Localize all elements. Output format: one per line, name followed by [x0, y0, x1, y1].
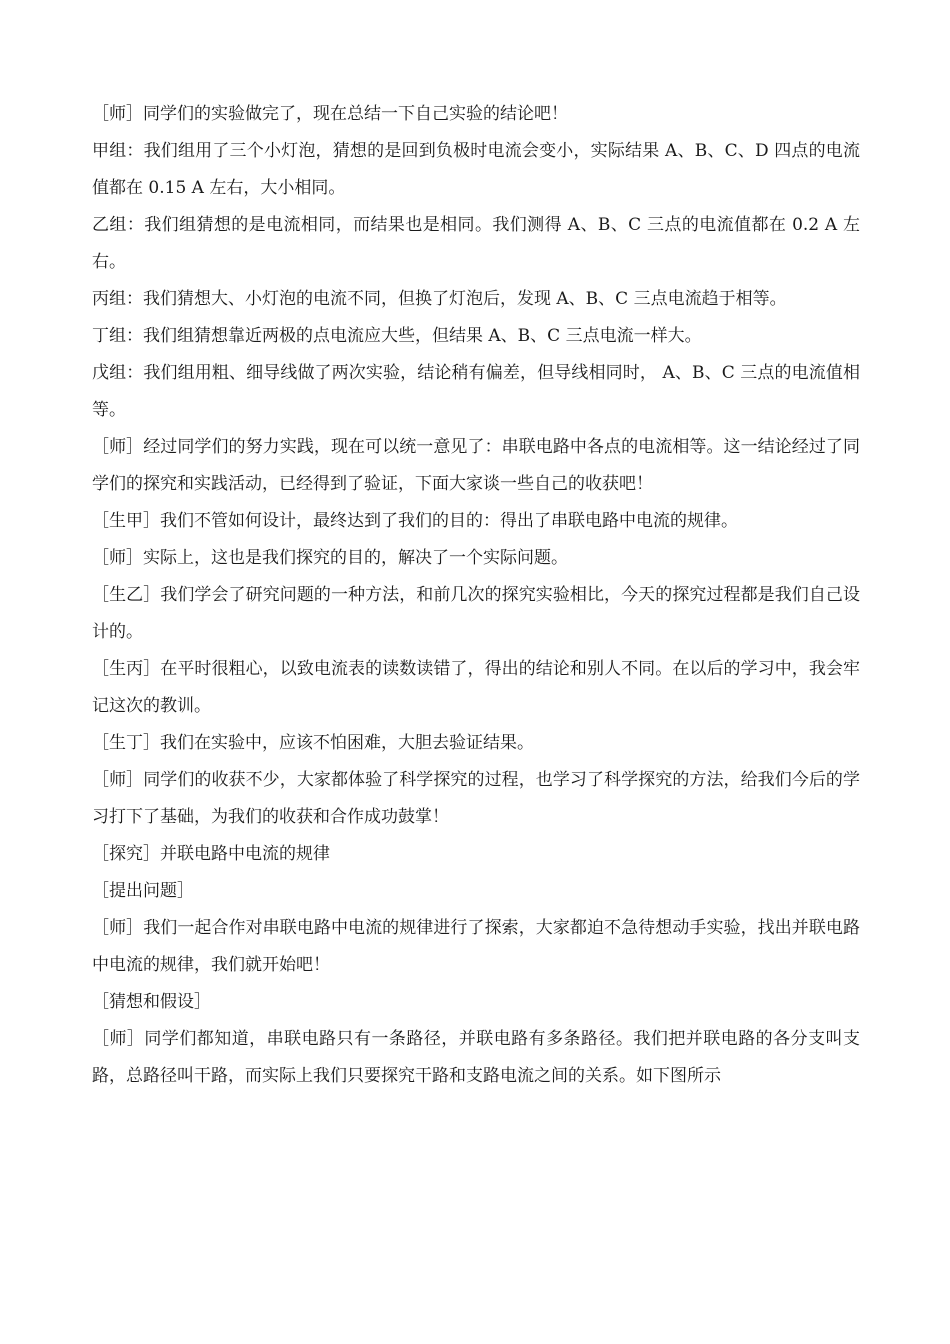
- paragraph-8: ［生甲］我们不管如何设计，最终达到了我们的目的：得出了串联电路中电流的规律。: [92, 511, 738, 531]
- paragraph-2: 甲组：我们组用了三个小灯泡，猜想的是回到负极时电流会变小，实际结果 A、B、C、D 四点的电流值都在 0.15 A 左右，大小相同。: [92, 141, 860, 198]
- paragraph-1: ［师］同学们的实验做完了，现在总结一下自己实验的结论吧！: [92, 104, 568, 124]
- paragraph-6: 戊组：我们组用粗、细导线做了两次实验，结论稍有偏差，但导线相同时， A、B、C 三点的电流值相等。: [92, 363, 860, 420]
- paragraph-4: 丙组：我们猜想大、小灯泡的电流不同，但换了灯泡后，发现 A、B、C 三点电流趋于相等。: [92, 289, 787, 309]
- paragraph-11: ［生丙］在平时很粗心，以致电流表的读数读错了，得出的结论和别人不同。在以后的学习中，我会牢记这次的教训。: [92, 659, 860, 716]
- paragraph-13: ［师］同学们的收获不少，大家都体验了科学探究的过程，也学习了科学探究的方法，给我们今后的学习打下了基础，为我们的收获和合作成功鼓掌！: [92, 770, 860, 827]
- paragraph-16: ［师］我们一起合作对串联电路中电流的规律进行了探索，大家都迫不急待想动手实验，找出并联电路中电流的规律，我们就开始吧！: [92, 918, 860, 975]
- paragraph-3: 乙组：我们组猜想的是电流相同，而结果也是相同。我们测得 A、B、C 三点的电流值都在 0.2 A 左右。: [92, 215, 860, 272]
- section-heading-hypothesis: ［猜想和假设］: [92, 992, 211, 1012]
- paragraph-9: ［师］实际上，这也是我们探究的目的，解决了一个实际问题。: [92, 548, 568, 568]
- document-page: [92, 96, 860, 1095]
- paragraph-5: 丁组：我们组猜想靠近两极的点电流应大些，但结果 A、B、C 三点电流一样大。: [92, 326, 702, 346]
- paragraph-12: ［生丁］我们在实验中，应该不怕困难，大胆去验证结果。: [92, 733, 534, 753]
- paragraph-18: ［师］同学们都知道，串联电路只有一条路径，并联电路有多条路径。我们把并联电路的各分支叫支路，总路径叫干路，而实际上我们只要探究干路和支路电流之间的关系。如下图所示: [92, 1029, 860, 1086]
- paragraph-7: ［师］经过同学们的努力实践，现在可以统一意见了：串联电路中各点的电流相等。这一结论经过了同学们的探究和实践活动，已经得到了验证，下面大家谈一些自己的收获吧！: [92, 437, 860, 494]
- section-heading-question: ［提出问题］: [92, 881, 194, 901]
- section-heading-inquiry: ［探究］并联电路中电流的规律: [92, 844, 330, 864]
- paragraph-10: ［生乙］我们学会了研究问题的一种方法，和前几次的探究实验相比，今天的探究过程都是我们自己设计的。: [92, 585, 860, 642]
